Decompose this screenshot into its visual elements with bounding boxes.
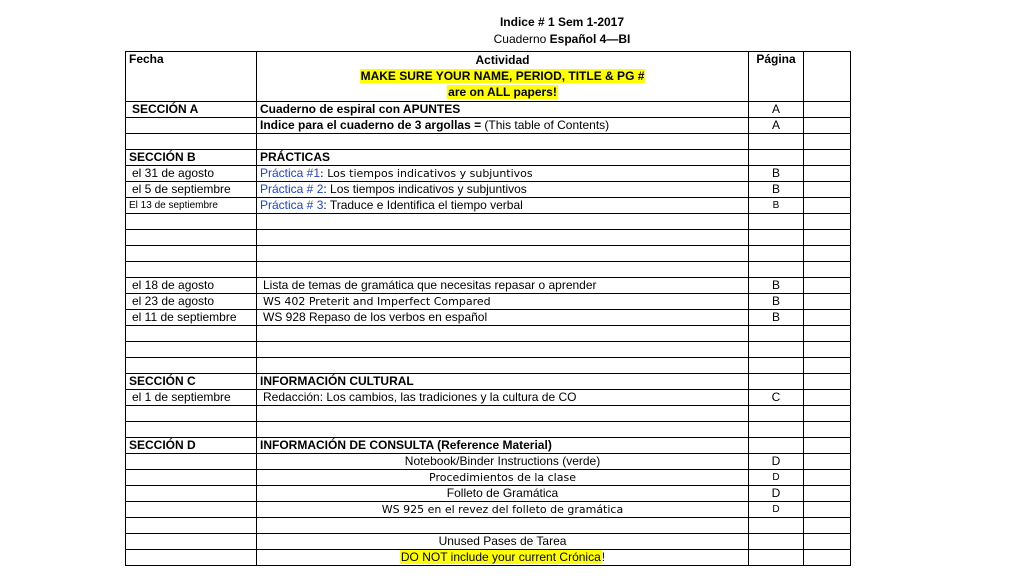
practica-1-cell: Práctica #1: Los tiempos indicativos y subjuntivos	[257, 166, 749, 182]
reference-3-text: Folleto de Gramática	[257, 486, 749, 502]
table-row	[126, 534, 851, 550]
table-row	[126, 550, 851, 566]
index-table	[125, 51, 851, 566]
table-row	[126, 166, 851, 182]
table-header-row	[126, 52, 851, 102]
table-row	[126, 118, 851, 134]
section-a-label: SECCIÓN A	[126, 102, 257, 118]
table-row	[126, 198, 851, 214]
section-c-title: INFORMACIÓN CULTURAL	[257, 374, 749, 390]
table-row	[126, 310, 851, 326]
table-row	[126, 182, 851, 198]
worksheet-3-page: B	[749, 310, 804, 326]
do-not-include-note: DO NOT include your current Crónica!	[257, 550, 749, 566]
section-b-title: PRÁCTICAS	[257, 150, 749, 166]
subtitle-prefix: Cuaderno	[493, 32, 550, 46]
worksheet-3-date: el 11 de septiembre	[126, 310, 257, 326]
practica-3-cell: Práctica # 3: Traduce e Identifica el tiempo verbal	[257, 198, 749, 214]
table-row	[126, 150, 851, 166]
table-row	[126, 406, 851, 422]
reference-4-text: WS 925 en el revez del folleto de gramática	[257, 502, 749, 518]
subtitle-course: Español 4—BI	[549, 32, 631, 46]
table-row	[126, 438, 851, 454]
unused-passes-text: Unused Pases de Tarea	[257, 534, 749, 550]
practica-2-cell: Práctica # 2: Los tiempos indicativos y subjuntivos	[257, 182, 749, 198]
table-row	[126, 262, 851, 278]
section-c-label: SECCIÓN C	[126, 374, 257, 390]
section-a-title: Cuaderno de espiral con APUNTES	[257, 102, 749, 118]
table-row	[126, 214, 851, 230]
practica-2-date: el 5 de septiembre	[126, 182, 257, 198]
table-row	[126, 374, 851, 390]
actividad-header	[257, 52, 749, 102]
table-row	[126, 518, 851, 534]
practica-3-page: B	[749, 198, 804, 214]
reference-2-text: Procedimientos de la clase	[257, 470, 749, 486]
worksheet-1-date: el 18 de agosto	[126, 278, 257, 294]
section-d-title: INFORMACIÓN DE CONSULTA (Reference Material)	[257, 438, 749, 454]
reference-4-page: D	[749, 502, 804, 518]
reference-1-text: Notebook/Binder Instructions (verde)	[257, 454, 749, 470]
worksheet-1-text: Lista de temas de gramática que necesitas repasar o aprender	[257, 278, 749, 294]
table-row	[126, 246, 851, 262]
warning-line-1: MAKE SURE YOUR NAME, PERIOD, TITLE & PG #	[360, 69, 645, 83]
document-subtitle	[0, 31, 1024, 47]
table-row	[126, 326, 851, 342]
table-row	[126, 342, 851, 358]
section-a-page: A	[749, 102, 804, 118]
section-d-label: SECCIÓN D	[126, 438, 257, 454]
indice-page: A	[749, 118, 804, 134]
table-row	[126, 390, 851, 406]
table-row	[126, 294, 851, 310]
indice-cell: Indice para el cuaderno de 3 argollas = (This table of Contents)	[257, 118, 749, 134]
worksheet-2-date: el 23 de agosto	[126, 294, 257, 310]
section-b-label: SECCIÓN B	[126, 150, 257, 166]
table-row	[126, 102, 851, 118]
reference-1-page: D	[749, 454, 804, 470]
worksheet-3-text: WS 928 Repaso de los verbos en español	[257, 310, 749, 326]
worksheet-2-page: B	[749, 294, 804, 310]
table-row	[126, 486, 851, 502]
pagina-header: Página	[749, 52, 804, 102]
practica-2-page: B	[749, 182, 804, 198]
table-row	[126, 134, 851, 150]
table-row	[126, 502, 851, 518]
worksheet-1-page: B	[749, 278, 804, 294]
fecha-header: Fecha	[126, 52, 257, 102]
reference-2-page: D	[749, 470, 804, 486]
actividad-header-label: Actividad	[475, 53, 530, 67]
cultural-1-page: C	[749, 390, 804, 406]
document-title: Indice # 1 Sem 1-2017	[499, 15, 625, 29]
table-row	[126, 470, 851, 486]
worksheet-2-text: WS 402 Preterit and Imperfect Compared	[257, 294, 749, 310]
extra-header	[804, 52, 851, 102]
practica-1-page: B	[749, 166, 804, 182]
cultural-1-date: el 1 de septiembre	[126, 390, 257, 406]
table-row	[126, 422, 851, 438]
cultural-1-text: Redacción: Los cambios, las tradiciones y la cultura de CO	[257, 390, 749, 406]
table-row	[126, 230, 851, 246]
practica-1-date: el 31 de agosto	[126, 166, 257, 182]
table-row	[126, 358, 851, 374]
reference-3-page: D	[749, 486, 804, 502]
practica-3-date: El 13 de septiembre	[126, 198, 257, 214]
warning-line-2: are on ALL papers!	[448, 85, 557, 99]
table-row	[126, 454, 851, 470]
table-row	[126, 278, 851, 294]
